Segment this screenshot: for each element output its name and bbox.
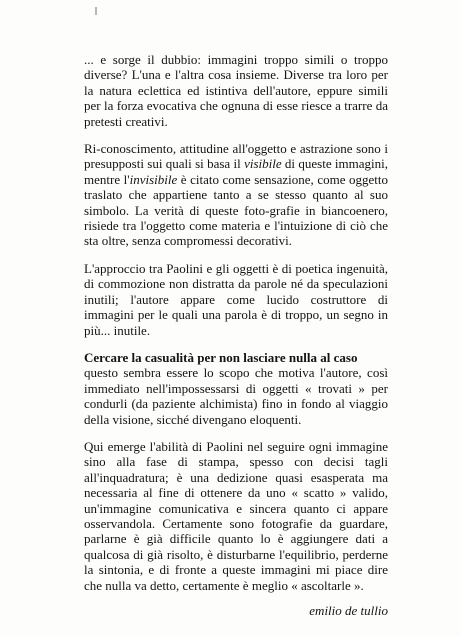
paragraph-approccio (84, 261, 388, 338)
paragraph-abilita-text: Qui emerge l'abilità di Paolini nel seguire ogni immagine sino alla fase di stampa, spesso con decisi tagli all'inquadratura; è una dedizione quasi esasperata ma necessaria al fine di ottenere da uno « scatto » valido, un'immagine comunicativa e sincera quanto ci appare osservandola. Certamente sono fotografie da guardare, parlarne è già difficile quanto lo è aggiungere dati a qualcosa di già risolto, è disturbarne l'equilibrio, perderne la sintonia, e di fronte a queste immagini mi piace dire che nulla va detto, certamente è meglio « ascoltarle ». (84, 438, 388, 593)
paragraph-approccio-text: L'approccio tra Paolini e gli oggetti è di poetica ingenuità, di commozione non distratta da parole né da speculazioni inutili; l'autore appare come lucido costruttore di immagini per le quali una parola è di troppo, un segno in più... inutile. (84, 260, 388, 338)
casualita-heading: Cercare la casualità per non lasciare nulla al caso (84, 349, 358, 365)
paragraph-dubbio-text: ... e sorge il dubbio: immagini troppo simili o troppo diverse? L'una e l'altra cosa insieme. Diverse tra loro per la natura eclettica ed istintiva dell'autore, eppure simili per la forza evocativa che ognuna di esse riesce a trarre da pretesti creativi. (84, 52, 388, 129)
paragraph-dubbio (84, 52, 388, 129)
author-signature: emilio de tullio (309, 603, 388, 618)
paragraph-riconoscimento-text-3: è citato come sensazione, come oggetto traslato che appartiene tanto a se stesso quanto al suo simbolo. La verità di queste foto-grafie in biancoenero, risiede tra l'oggetto come materia e l'intuizione di ciò che sta oltre, senza compromessi decorativi. (84, 171, 388, 249)
paragraph-casualita-text: questo sembra essere lo scopo che motiva l'autore, così immediato nell'impossessarsi di oggetti « trovati » per condurli (da paziente alchimista) fino in fondo al viaggio della visione, sicché divengano eloquenti. (84, 365, 388, 427)
paragraph-riconoscimento-text-1: Ri-conoscimento, attitudine all'oggetto e astrazione sono i presupposti sui quali si basa il (84, 141, 388, 172)
paragraph-riconoscimento (84, 141, 388, 249)
paragraph-casualita (84, 350, 388, 427)
visibile-word: visibile (244, 156, 282, 172)
paragraph-riconoscimento-text-2: di queste immagini, mentre l' (84, 156, 388, 187)
text-column (84, 52, 388, 618)
page-mark (95, 7, 97, 15)
invisibile-word: invisibile (129, 171, 178, 187)
paragraph-abilita (84, 439, 388, 593)
